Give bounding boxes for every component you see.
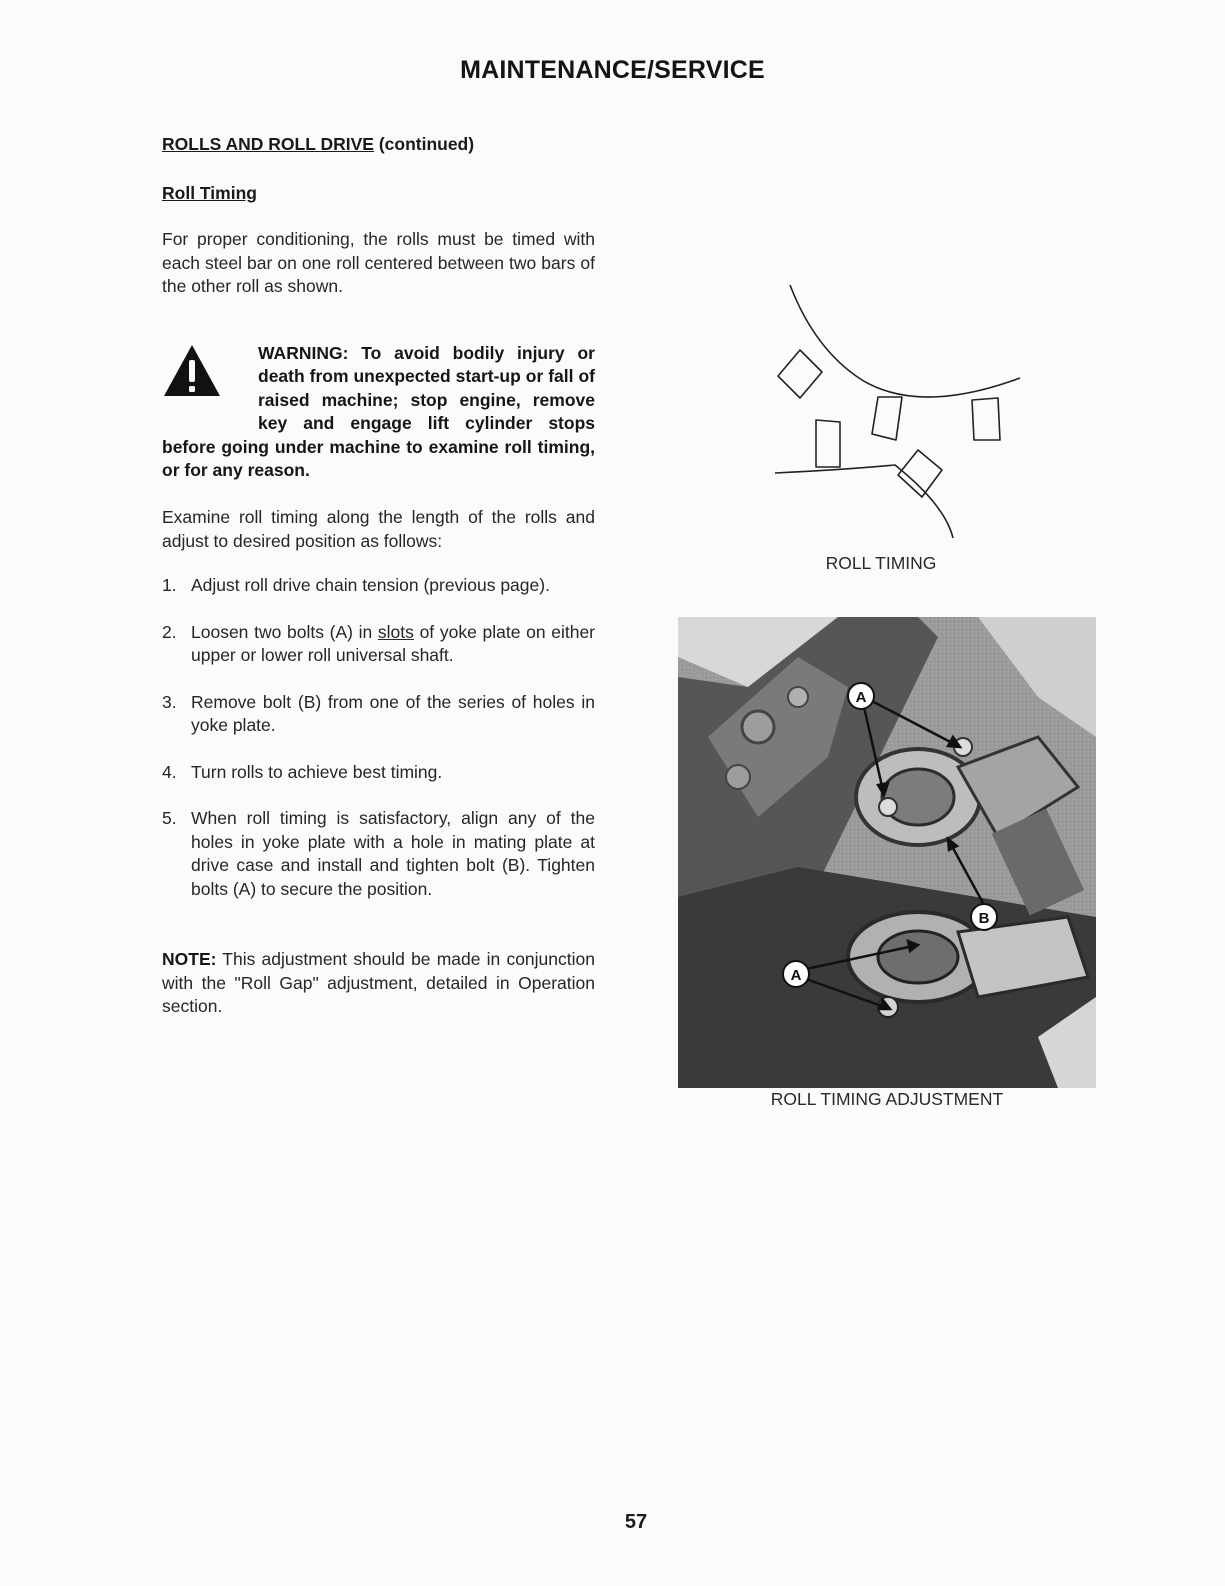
callout-a-upper: A xyxy=(855,689,867,706)
section-heading-main: ROLLS AND ROLL DRIVE xyxy=(162,134,374,154)
list-item: 2. Loosen two bolts (A) in slots of yoke plate on either upper or lower roll universal shaft. xyxy=(162,621,596,665)
note-label: NOTE: xyxy=(162,949,217,969)
section-heading-suffix: (continued) xyxy=(373,134,475,154)
subsection-heading: Roll Timing xyxy=(162,183,257,203)
section-heading xyxy=(162,134,474,155)
photo-caption: ROLL TIMING ADJUSTMENT xyxy=(770,1089,1004,1109)
list-item: 1. Adjust roll drive chain tension (previous page). xyxy=(162,575,550,595)
intro-paragraph: For proper conditioning, the rolls must be timed with each steel bar on one roll centered between two bars of the other roll as shown. xyxy=(162,229,595,296)
note-text: This adjustment should be made in conjunction with the "Roll Gap" adjustment, detailed in Operation section. xyxy=(162,949,595,1016)
callout-b: B xyxy=(978,910,990,927)
diagram-caption: ROLL TIMING xyxy=(825,553,937,573)
list-item: 3. Remove bolt (B) from one of the series of holes in yoke plate. xyxy=(162,691,595,735)
examine-paragraph: Examine roll timing along the length of the rolls and adjust to desired position as follows: xyxy=(162,507,595,551)
warning-block xyxy=(162,342,595,482)
page-number: 57 xyxy=(624,1511,648,1533)
roll-timing-diagram xyxy=(770,280,1030,542)
warning-text: WARNING: To avoid bodily injury or death from unexpected start-up or fall of raised machine; stop engine, remove key and engage lift cylinder stops before going under machine to examine roll timing, or for any reason. xyxy=(162,343,595,481)
callout-a-lower: A xyxy=(790,967,802,984)
note-paragraph xyxy=(162,948,595,1019)
list-item: 5. When roll timing is satisfactory, align any of the holes in yoke plate with a hole in mating plate at drive case and install and tighten bolt (B). Tighten bolts (A) to secure the position. xyxy=(162,808,595,899)
page-title: MAINTENANCE/SERVICE xyxy=(460,56,765,84)
adjustment-steps xyxy=(162,574,595,924)
slots-link: slots xyxy=(377,621,414,642)
roll-timing-photo xyxy=(678,617,1096,1088)
list-item: 4. Turn rolls to achieve best timing. xyxy=(162,761,443,782)
